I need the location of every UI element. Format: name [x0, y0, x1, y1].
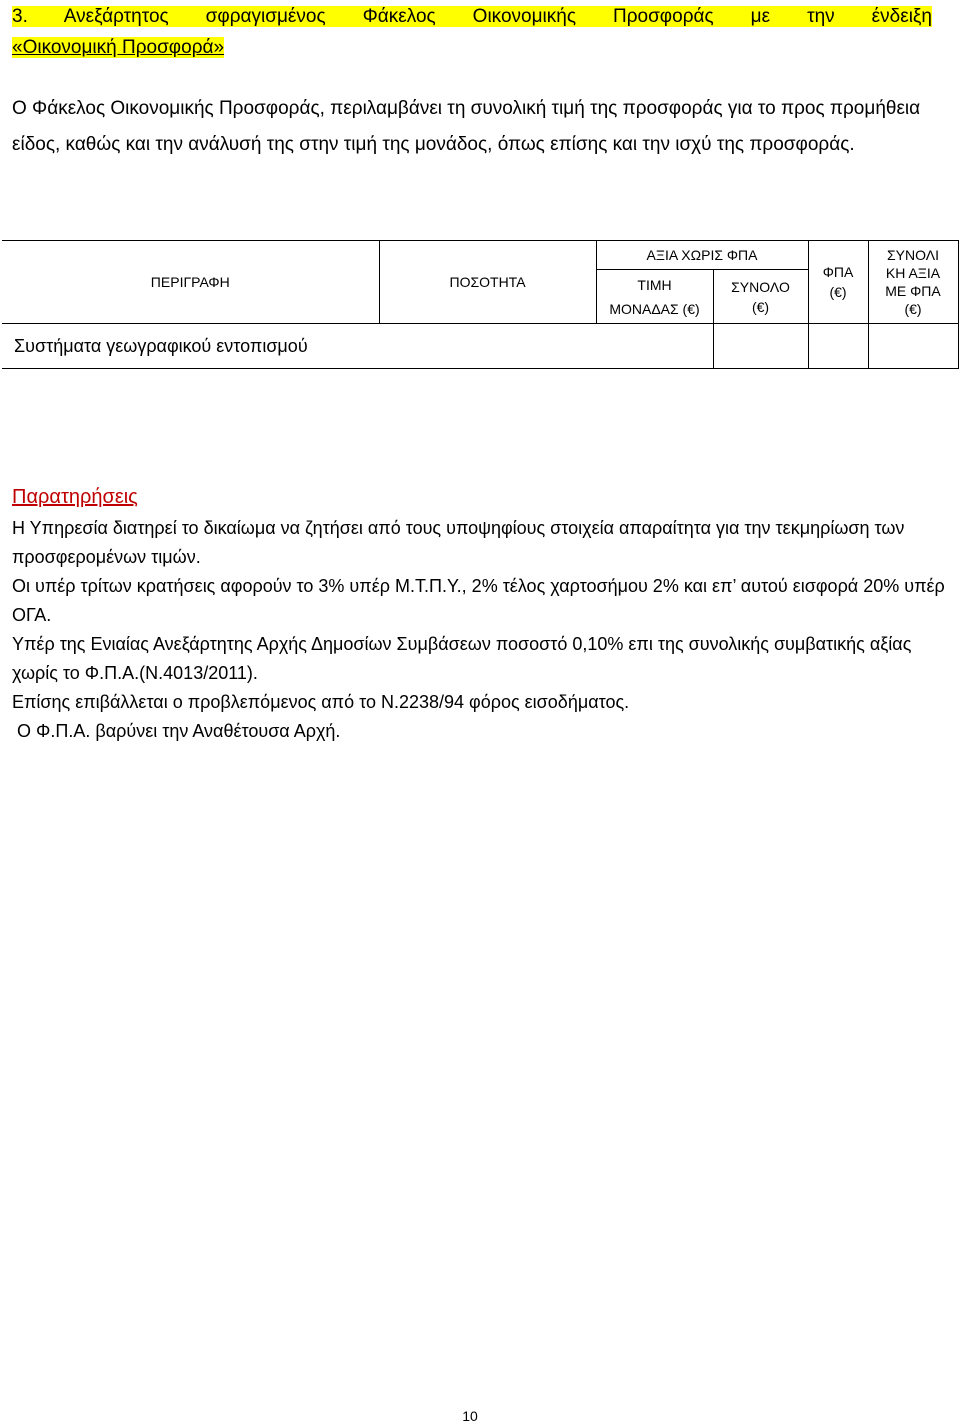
note-item: Οι υπέρ τρίτων κρατήσεις αφορούν το 3% υπέρ Μ.Τ.Π.Υ., 2% τέλος χαρτοσήμου 2% και επ’ αυτού εισφορά 20% υπέρ ΟΓΑ.	[12, 576, 945, 625]
header-quantity: ΠΟΣΟΤΗΤΑ	[379, 241, 596, 324]
row-description: Συστήματα γεωγραφικού εντοπισμού	[2, 324, 596, 369]
row-total-with-vat	[868, 324, 958, 369]
header-vat	[808, 241, 868, 324]
notes-section	[12, 480, 947, 746]
note-item: Ο Φ.Π.Α. βαρύνει την Αναθέτουσα Αρχή.	[12, 721, 341, 741]
header-description: ΠΕΡΙΓΡΑΦΗ	[2, 241, 379, 324]
note-item: Η Υπηρεσία διατηρεί το δικαίωμα να ζητήσει από τους υποψηφίους στοιχεία απαραίτητα για την τεκμηρίωση των προσφερομένων τιμών.	[12, 518, 905, 567]
note-item: Υπέρ της Ενιαίας Ανεξάρτητης Αρχής Δημοσίων Συμβάσεων ποσοστό 0,10% επι της συνολικής συμβατικής αξίας χωρίς το Φ.Π.Α.(Ν.4013/2011).	[12, 634, 912, 683]
header-total	[713, 270, 808, 324]
notes-title: Παρατηρήσεις	[12, 486, 138, 508]
section-heading-line1: 3. Ανεξάρτητος σφραγισμένος Φάκελος Οικονομικής Προσφοράς με την ένδειξη	[12, 6, 932, 27]
row-quantity	[596, 324, 713, 369]
row-unit-price	[713, 324, 808, 369]
section-heading-cont	[12, 31, 224, 64]
header-unit-price	[596, 270, 713, 324]
section-heading-line2: «Οικονομική Προσφορά»	[12, 37, 225, 58]
header-unit-price-label: ΤΙΜΗ ΜΟΝΑΔΑΣ (€)	[609, 276, 700, 317]
page-number: 10	[462, 1408, 478, 1424]
intro-paragraph: Ο Φάκελος Οικονομικής Προσφοράς, περιλαμβάνει τη συνολική τιμή της προσφοράς για το προς προμήθεια είδος, καθώς και την ανάλυσή της στην τιμή της μονάδος, όπως επίσης και την ισχύ της προσφοράς.	[12, 98, 921, 155]
row-vat	[808, 324, 868, 369]
offer-table	[2, 240, 959, 369]
header-total-label: ΣΥΝΟΛΟ (€)	[731, 278, 790, 315]
header-total-with-vat-label: ΣΥΝΟΛΙ ΚΗ ΑΞΙΑ ΜΕ ΦΠΑ (€)	[885, 247, 941, 317]
header-total-with-vat	[868, 241, 958, 324]
note-item: Επίσης επιβάλλεται ο προβλεπόμενος από το Ν.2238/94 φόρος εισοδήματος.	[12, 692, 630, 712]
section-heading	[12, 0, 932, 33]
table-row	[2, 324, 958, 369]
header-value-no-vat: ΑΞΙΑ ΧΩΡΙΣ ΦΠΑ	[596, 241, 808, 270]
header-vat-label: ΦΠΑ (€)	[822, 264, 854, 300]
